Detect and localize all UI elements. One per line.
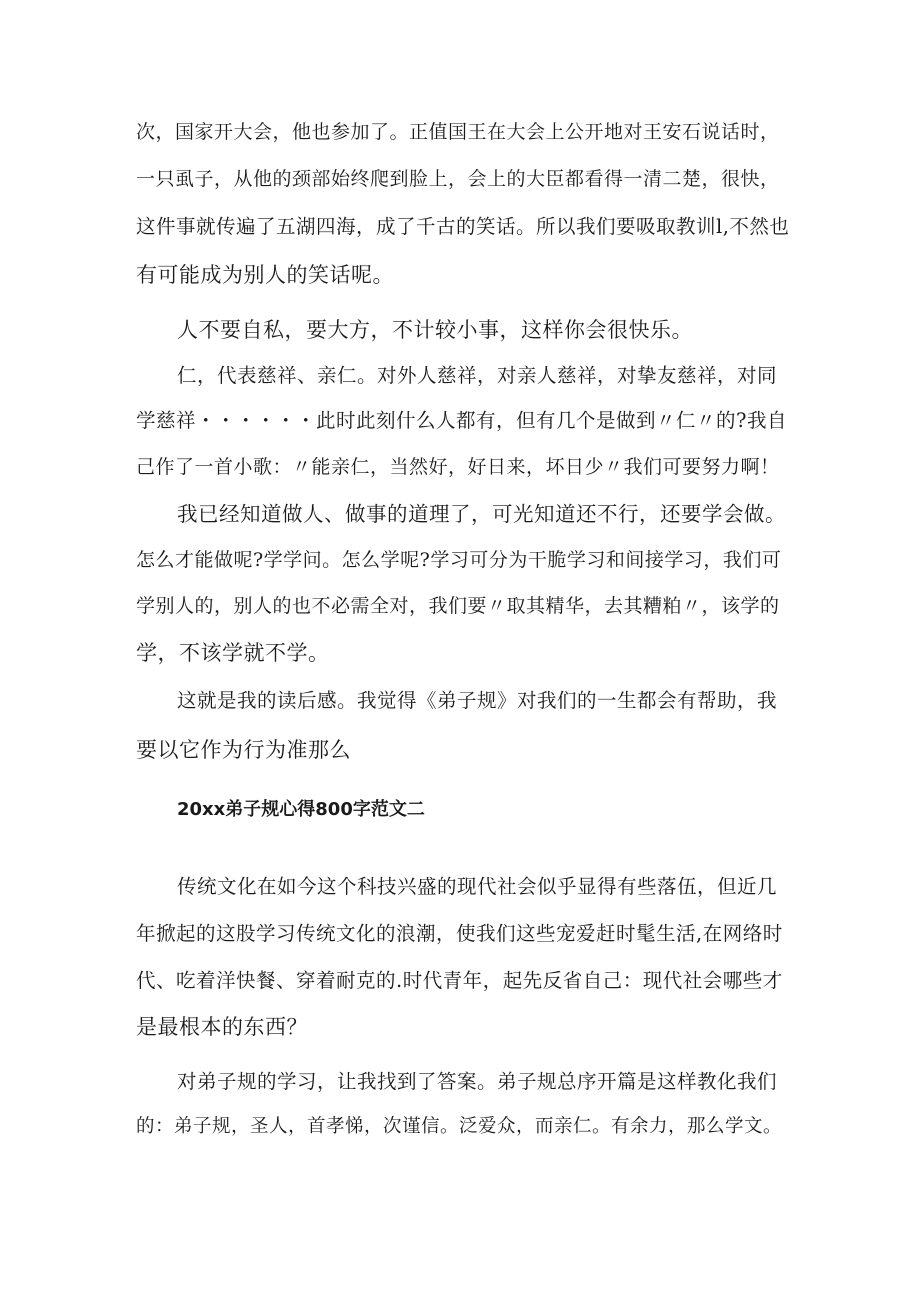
paragraph-6-line-3: 代、吃着洋快餐、穿着耐克的.时代青年，起先反省自己：现代社会哪些才 (136, 969, 783, 992)
paragraph-5-line-2: 要以它作为行为准那么 (136, 738, 351, 762)
paragraph-4-line-3: 学别人的，别人的也不必需全对，我们要〃取其精华，去其糟粕〃，该学的 (136, 595, 780, 617)
paragraph-4-line-4: 学，不该学就不学。 (136, 641, 330, 665)
paragraph-1-line-1: 次，国家开大会，他也参加了。正值国王在大会上公开地对王安石说话时， (136, 121, 780, 143)
paragraph-5-line-1: 这就是我的读后感。我觉得《弟子规》对我们的一生都会有帮助，我 (177, 689, 778, 712)
paragraph-4-line-1: 我已经知道做人、做事的道理了，可光知道还不行，还要学会做。 (177, 502, 786, 526)
section-heading: 20xx弟子规心得800字范文二 (177, 799, 425, 820)
paragraph-2-line-1: 人不要自私，要大方，不计较小事，这样你会很快乐。 (177, 318, 693, 342)
paragraph-3-line-3: 己作了一首小歌：〃能亲仁，当然好，好日来，坏日少〃我们可要努力啊！ (136, 456, 780, 478)
paragraph-1-line-3: 这件事就传遍了五湖四海，成了千古的笑话。所以我们要吸取教训l,不然也 (136, 215, 790, 238)
paragraph-4-line-2: 怎么才能做呢?学学问。怎么学呢?学习可分为干脆学习和间接学习，我们可 (136, 549, 782, 571)
paragraph-1-line-4: 有可能成为别人的笑话呢。 (136, 263, 394, 287)
paragraph-6-line-4: 是最根本的东西？ (136, 1015, 308, 1039)
paragraph-7-line-2: 的：弟子规，圣人，首孝悌，次谨信。泛爱众，而亲仁。有余力，那么学文。 (136, 1116, 783, 1137)
paragraph-6-line-1: 传统文化在如今这个科技兴盛的现代社会似乎显得有些落伍，但近几 (177, 875, 778, 898)
paragraph-1-line-2: 一只虱子，从他的颈部始终爬到脸上，会上的大臣都看得一清二楚，很快， (136, 168, 780, 190)
paragraph-3-line-2: 学慈祥・・・・・・此时此刻什么人都有，但有几个是做到〃仁〃的?我自 (136, 409, 787, 432)
paragraph-6-line-2: 年掀起的这股学习传统文化的浪潮，使我们这些宠爱赶时髦生活,在网络时 (136, 922, 783, 945)
paragraph-7-line-1: 对弟子规的学习，让我找到了答案。弟子规总序开篇是这样教化我们 (177, 1070, 778, 1093)
paragraph-3-line-1: 仁，代表慈祥、亲仁。对外人慈祥，对亲人慈祥，对挚友慈祥，对同 (177, 364, 778, 387)
